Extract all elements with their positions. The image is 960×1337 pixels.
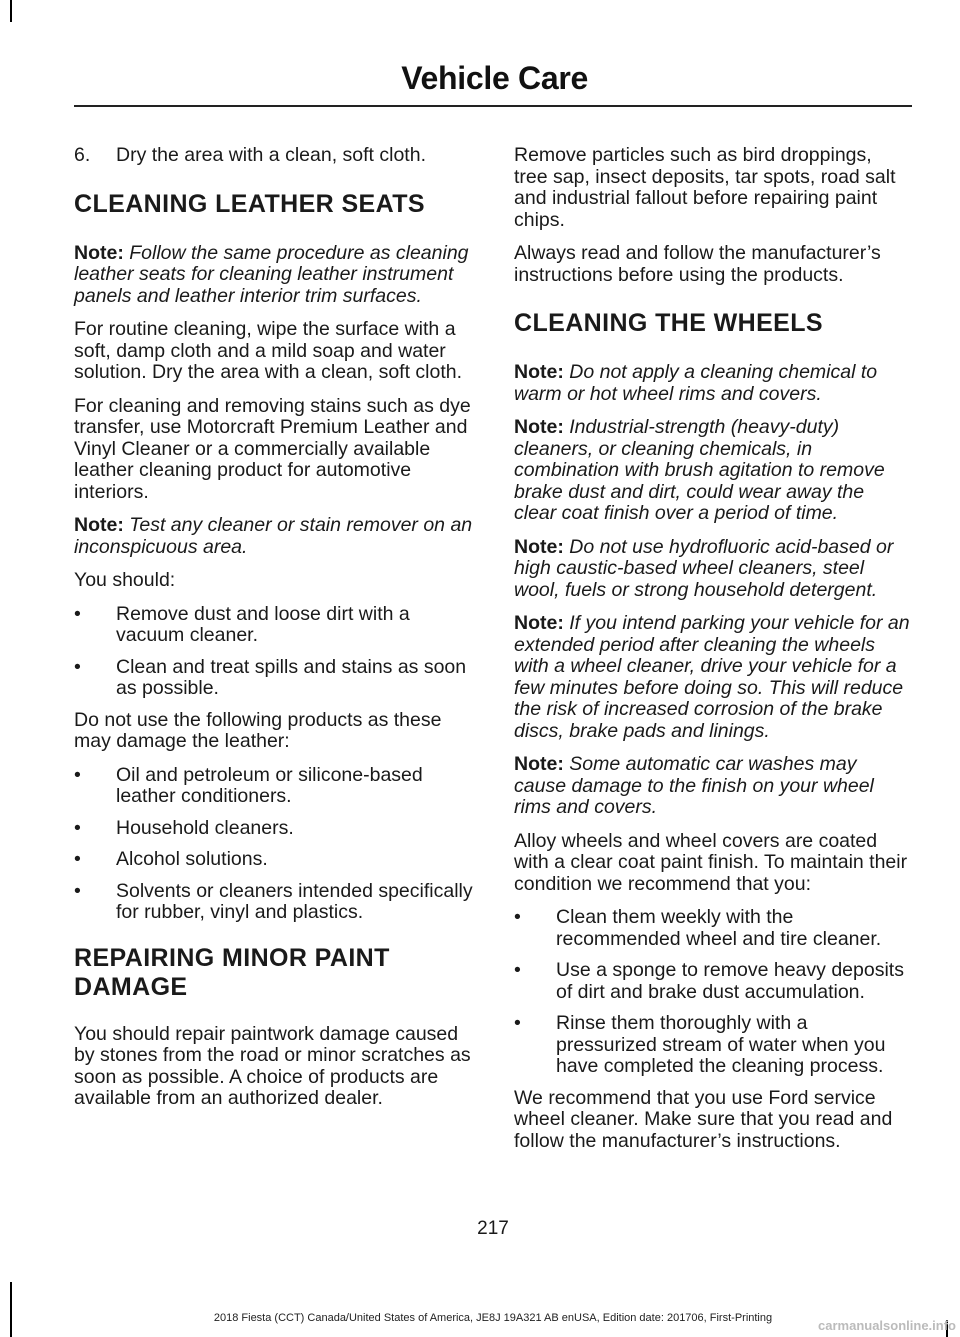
bullet-item [74,881,480,924]
bullet-dot: • [74,655,81,678]
bullet-item [514,1013,910,1078]
paragraph: Always read and follow the manufacturer’s instructions before using the products. [514,242,881,286]
bullet-dot: • [74,848,81,870]
note-text: Industrial-strength (heavy-duty) cleaners, or cleaning chemicals, in combination with brush agitation to remove brake dust and dirt, could wear away the clear coat finish over a period of time. [514,416,885,524]
bullet-dot: • [514,906,521,928]
bullet-item [74,604,480,647]
bullet-item [514,960,910,1003]
note [74,515,480,558]
paragraph: We recommend that you use Ford service wheel cleaner. Make sure that you read and follow the manufacturer’s instructions. [514,1086,893,1152]
page-number: 217 [477,1218,509,1239]
note-text: If you intend parking your vehicle for an extended period after cleaning the wheels with a wheel cleaner, drive your vehicle for a few minutes before doing so. This will reduce the risk of increased corrosion of the brake discs, brake pads and linings. [514,612,910,742]
bullet-item [74,765,480,808]
note-text: Some automatic car washes may cause damage to the finish on your wheel rims and covers. [514,753,874,818]
heading-repairing-minor-paint-damage [74,944,480,1002]
note [514,754,910,819]
paragraph: Do not use the following products as these may damage the leather: [74,708,442,752]
note [74,243,480,308]
bullet-text: Remove dust and loose dirt with a vacuum cleaner. [116,602,410,646]
footer-text: 2018 Fiesta (CCT) Canada/United States of America, JE8J 19A321 AB enUSA, Edition date: 201706, First-Printing [213,1312,773,1324]
note-label: Note: [514,535,564,558]
step-text: Dry the area with a clean, soft cloth. [116,144,426,166]
numbered-step [74,145,480,167]
note [514,417,910,525]
paragraph: Alloy wheels and wheel covers are coated with a clear coat paint finish. To maintain their condition we recommend that you: [514,829,908,895]
heading-line: DAMAGE [74,972,188,1001]
note-label: Note: [514,361,564,383]
crop-mark [10,1282,12,1337]
bullet-text: Clean them weekly with the recommended wheel and tire cleaner. [556,906,882,950]
bullet-dot: • [514,959,521,981]
paragraph: For routine cleaning, wipe the surface with a soft, damp cloth and a mild soap and water solution. Dry the area with a clean, soft cloth. [74,318,463,383]
note-text: Do not use hydrofluoric acid-based or high caustic-based wheel cleaners, steel wool, fuels or strong household detergent. [514,535,894,601]
bullet-text: Clean and treat spills and stains as soon as possible. [116,655,467,699]
note-text: Do not apply a cleaning chemical to warm or hot wheel rims and covers. [514,361,878,405]
bullet-text: Household cleaners. [116,816,294,839]
bullet-item [74,818,480,840]
note-text: Test any cleaner or stain remover on an inconspicuous area. [74,514,473,558]
bullet-dot: • [74,602,81,625]
note-label: Note: [74,241,124,264]
note-label: Note: [514,416,564,438]
bullet-item [514,907,910,950]
paragraph: You should: [74,569,176,591]
right-column [514,145,910,1164]
bullet-text: Alcohol solutions. [116,848,268,870]
bullet-text: Oil and petroleum or silicone-based leather conditioners. [116,763,423,807]
section-title: Vehicle Care [401,60,588,96]
bullet-dot: • [74,816,81,839]
bullet-item [74,849,480,871]
bullet-text: Use a sponge to remove heavy deposits of dirt and brake dust accumulation. [556,959,904,1003]
bullet-dot: • [74,879,81,902]
heading-line: REPAIRING MINOR PAINT [74,943,390,972]
crop-mark [10,0,12,22]
bullet-dot: • [514,1012,521,1034]
note [514,613,910,742]
watermark: carmanualsonline.info [818,1318,956,1333]
bullet-dot: • [74,763,81,786]
heading-cleaning-leather-seats: CLEANING LEATHER SEATS [74,189,425,218]
heading-cleaning-the-wheels: CLEANING THE WHEELS [514,309,823,337]
note-text: Follow the same procedure as cleaning leather seats for cleaning leather instrument panels and leather interior trim surfaces. [74,241,469,307]
bullet-text: Solvents or cleaners intended specifically for rubber, vinyl and plastics. [116,879,473,923]
note [514,537,910,602]
note-label: Note: [514,612,564,634]
bullet-item [74,657,480,700]
header-rule [74,105,912,107]
left-column [74,145,480,1122]
note-label: Note: [74,514,124,536]
note [514,362,910,405]
note-label: Note: [514,753,564,775]
paragraph: You should repair paintwork damage caused by stones from the road or minor scratches as soon as possible. A choice of products are available from an authorized dealer. [74,1022,471,1109]
bullet-text: Rinse them thoroughly with a pressurized stream of water when you have completed the cleaning process. [556,1012,886,1077]
step-number: 6. [74,144,91,166]
paragraph: For cleaning and removing stains such as dye transfer, use Motorcraft Premium Leather and Vinyl Cleaner or a commercially available leather cleaning product for automotive interiors. [74,394,471,503]
paragraph: Remove particles such as bird droppings, tree sap, insect deposits, tar spots, road salt and industrial fallout before repairing paint chips. [514,144,896,231]
